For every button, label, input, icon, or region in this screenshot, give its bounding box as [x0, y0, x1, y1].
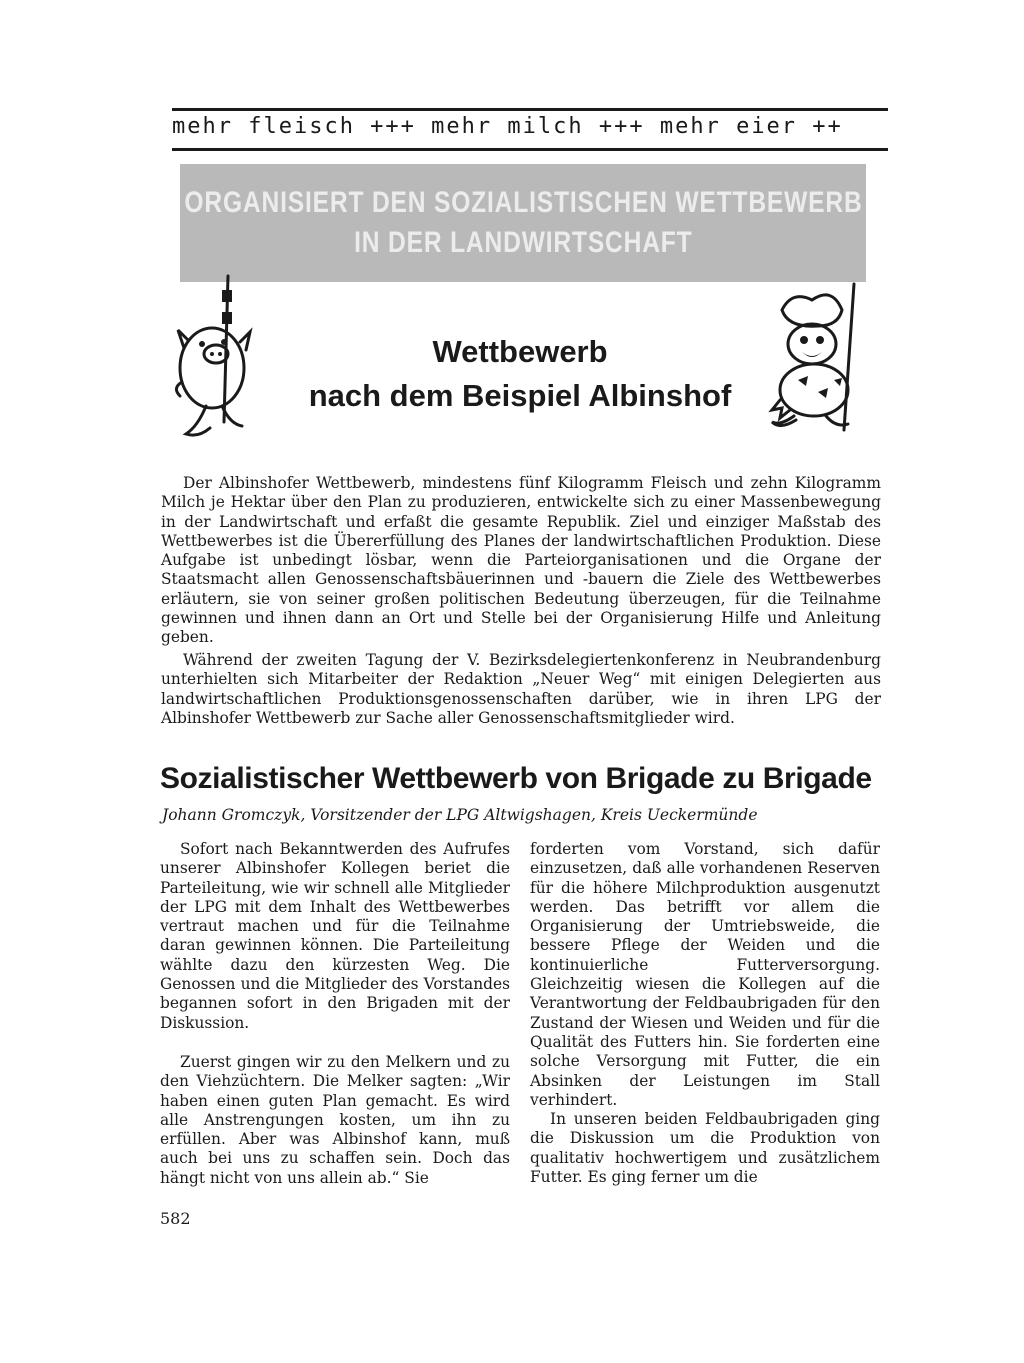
- title-line-1: Wettbewerb: [432, 334, 608, 369]
- page-number: 582: [160, 1209, 191, 1228]
- intro-paragraph-2: Während der zweiten Tagung der V. Bezirksdelegiertenkonferenz in Neubrandenburg unterhielten sich Mitarbeiter der Redaktion „Neuer Weg“ mit einigen Delegierten aus landwirtschaftlichen Produktionsgenossenschaften darüber, wie in ihren LPG der Albinshofer Wettbewerb zur Sache aller Genossenschaftsmitglieder wird.: [161, 651, 881, 727]
- headline-banner: [180, 164, 866, 282]
- col-left-paragraph-2: Zuerst gingen wir zu den Melkern und zu den Viehzüchtern. Die Melker sagten: „Wir haben einen guten Plan gemacht. Es wird alle Anstrengungen kosten, um ihn zu erfüllen. Aber was Albinshof kann, muß auch bei uns zu schaffen sein. Doch das hängt nicht von uns allein ab.“ Sie: [160, 1052, 510, 1187]
- column-left: [160, 840, 510, 1188]
- byline: Johann Gromczyk, Vorsitzender der LPG Altwigshagen, Kreis Ueckermünde: [162, 806, 758, 824]
- column-right: [530, 840, 880, 1187]
- article-title: [250, 330, 790, 418]
- top-rule: [172, 108, 888, 111]
- slogan-line: mehr fleisch +++ mehr milch +++ mehr eier ++: [172, 114, 843, 139]
- section-heading: Sozialistischer Wettbewerb von Brigade zu Brigade: [160, 762, 872, 795]
- title-line-2: nach dem Beispiel Albinshof: [308, 378, 732, 413]
- banner-line-1: ORGANISIERT DEN SOZIALISTISCHEN WETTBEWERB: [183, 186, 863, 219]
- intro-paragraph-1: Der Albinshofer Wettbewerb, mindestens fünf Kilogramm Fleisch und zehn Kilogramm Milch je Hektar über den Plan zu produzieren, entwickelte sich zu einer Massenbewegung in der Landwirtschaft und erfaßt die gesamte Republik. Ziel und einziger Maßstab des Wettbewerbes ist die Übererfüllung des Planes der landwirtschaftlichen Produktion. Diese Aufgabe ist unbedingt lösbar, wenn die Parteiorganisationen und die Organe der Staatsmacht allen Genossenschaftsbäuerinnen und -bauern die Ziele des Wettbewerbes erläutern, sie von seiner großen politischen Bedeutung überzeugen, für die Teilnahme gewinnen und ihnen dann an Ort und Stelle bei der Organisierung Hilfe und Anleitung geben.: [161, 474, 881, 647]
- col-right-paragraph-1: forderten vom Vorstand, sich dafür einzusetzen, daß alle vorhandenen Reserven für die höhere Milchproduktion ausgenutzt werden. Das betrifft vor allem die Organisierung der Umtriebsweide, die bessere Pflege der Weiden und die kontinuierliche Futterversorgung. Gleichzeitig wiesen die Kollegen auf die Verantwortung der Feldbaubrigaden für den Zustand der Wiesen und Weiden und für die Qualität des Futters hin. Sie forderten eine solche Versorgung mit Futter, die ein Absinken der Leistungen im Stall verhindert.: [530, 840, 880, 1109]
- slogan-rule: [172, 148, 888, 151]
- col-right-paragraph-2: In unseren beiden Feldbaubrigaden ging die Diskussion um die Produktion von qualitativ hochwertigem und zusätzlichem Futter. Es ging ferner um die: [530, 1110, 880, 1187]
- col-left-paragraph-1: Sofort nach Bekanntwerden des Aufrufes unserer Albinshofer Kollegen beriet die Parteileitung, wie wir schnell alle Mitglieder der LPG mit dem Inhalt des Wettbewerbes vertraut machen und für die Teilnahme daran gewinnen können. Die Parteileitung wählte dazu den kürzesten Weg. Die Genossen und die Mitglieder des Vorstandes begannen sofort in den Brigaden mit der Diskussion.: [160, 840, 510, 1032]
- banner-line-2: IN DER LANDWIRTSCHAFT: [353, 226, 693, 259]
